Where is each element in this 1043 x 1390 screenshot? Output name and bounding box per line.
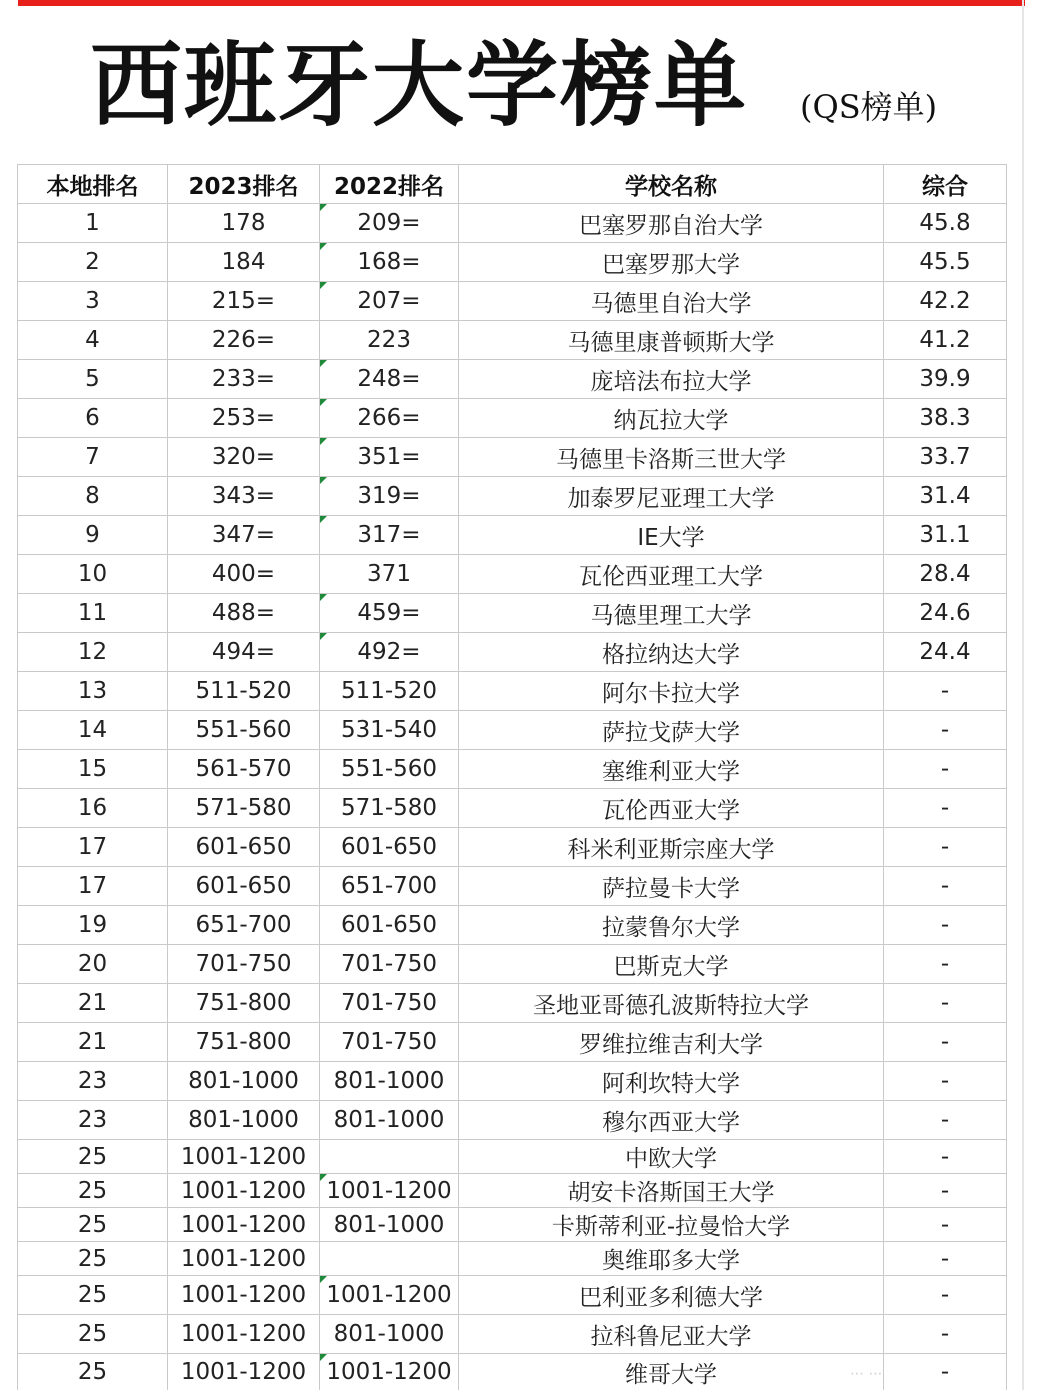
cell-rank-2022: 209= xyxy=(320,204,459,243)
cell-university-name: 穆尔西亚大学 xyxy=(459,1101,884,1140)
cell-local-rank: 15 xyxy=(18,750,168,789)
cell-local-rank: 14 xyxy=(18,711,168,750)
table-row xyxy=(18,321,1007,360)
cell-rank-2023: 178 xyxy=(168,204,320,243)
cell-rank-2023: 511-520 xyxy=(168,672,320,711)
cell-overall-score: - xyxy=(884,945,1007,984)
cell-rank-2022: 701-750 xyxy=(320,1023,459,1062)
table-row xyxy=(18,1315,1007,1354)
cell-overall-score: 24.4 xyxy=(884,633,1007,672)
header-university-name: 学校名称 xyxy=(459,165,884,204)
cell-local-rank: 11 xyxy=(18,594,168,633)
cell-overall-score: - xyxy=(884,672,1007,711)
cell-rank-2023: 494= xyxy=(168,633,320,672)
cell-rank-2023: 1001-1200 xyxy=(168,1276,320,1315)
cell-rank-2023: 488= xyxy=(168,594,320,633)
table-row xyxy=(18,750,1007,789)
cell-rank-2023: 226= xyxy=(168,321,320,360)
cell-local-rank: 9 xyxy=(18,516,168,555)
cell-rank-2022: 248= xyxy=(320,360,459,399)
page-edge xyxy=(1022,0,1024,1390)
cell-university-name: 卡斯蒂利亚-拉曼恰大学 xyxy=(459,1208,884,1242)
cell-university-name: 科米利亚斯宗座大学 xyxy=(459,828,884,867)
table-row xyxy=(18,711,1007,750)
cell-university-name: 庞培法布拉大学 xyxy=(459,360,884,399)
table-row xyxy=(18,360,1007,399)
table-row xyxy=(18,1140,1007,1174)
cell-rank-2023: 320= xyxy=(168,438,320,477)
cell-rank-2022: 266= xyxy=(320,399,459,438)
cell-local-rank: 25 xyxy=(18,1140,168,1174)
cell-overall-score: - xyxy=(884,1140,1007,1174)
cell-local-rank: 19 xyxy=(18,906,168,945)
table-row xyxy=(18,945,1007,984)
cell-university-name: 拉蒙鲁尔大学 xyxy=(459,906,884,945)
cell-overall-score: 39.9 xyxy=(884,360,1007,399)
cell-overall-score: - xyxy=(884,867,1007,906)
cell-rank-2023: 1001-1200 xyxy=(168,1242,320,1276)
cell-local-rank: 10 xyxy=(18,555,168,594)
table-row xyxy=(18,516,1007,555)
cell-overall-score: - xyxy=(884,1242,1007,1276)
page-title: 西班牙大学榜单 xyxy=(90,31,749,139)
cell-overall-score: - xyxy=(884,711,1007,750)
cell-overall-score: - xyxy=(884,1174,1007,1208)
cell-rank-2022: 551-560 xyxy=(320,750,459,789)
table-row xyxy=(18,399,1007,438)
cell-overall-score: 41.2 xyxy=(884,321,1007,360)
cell-university-name: 纳瓦拉大学 xyxy=(459,399,884,438)
table-row xyxy=(18,1101,1007,1140)
cell-overall-score: - xyxy=(884,1354,1007,1390)
table-body xyxy=(18,204,1007,1390)
cell-university-name: 圣地亚哥德孔波斯特拉大学 xyxy=(459,984,884,1023)
table-row xyxy=(18,594,1007,633)
cell-overall-score: 42.2 xyxy=(884,282,1007,321)
cell-university-name: 瓦伦西亚大学 xyxy=(459,789,884,828)
cell-rank-2022: 701-750 xyxy=(320,984,459,1023)
cell-local-rank: 16 xyxy=(18,789,168,828)
table-row xyxy=(18,1276,1007,1315)
table-row xyxy=(18,282,1007,321)
cell-local-rank: 5 xyxy=(18,360,168,399)
cell-rank-2022: 351= xyxy=(320,438,459,477)
cell-local-rank: 23 xyxy=(18,1101,168,1140)
cell-local-rank: 25 xyxy=(18,1208,168,1242)
cell-rank-2022: 601-650 xyxy=(320,828,459,867)
cell-rank-2022: 571-580 xyxy=(320,789,459,828)
cell-rank-2023: 601-650 xyxy=(168,828,320,867)
cell-local-rank: 4 xyxy=(18,321,168,360)
cell-local-rank: 17 xyxy=(18,867,168,906)
cell-rank-2022: 1001-1200 xyxy=(320,1276,459,1315)
cell-local-rank: 8 xyxy=(18,477,168,516)
cell-local-rank: 2 xyxy=(18,243,168,282)
cell-rank-2022 xyxy=(320,1242,459,1276)
cell-local-rank: 20 xyxy=(18,945,168,984)
cell-rank-2022: 801-1000 xyxy=(320,1208,459,1242)
cell-rank-2023: 651-700 xyxy=(168,906,320,945)
cell-rank-2023: 1001-1200 xyxy=(168,1174,320,1208)
cell-rank-2023: 751-800 xyxy=(168,1023,320,1062)
table-row xyxy=(18,984,1007,1023)
cell-overall-score: - xyxy=(884,906,1007,945)
cell-university-name: 胡安卡洛斯国王大学 xyxy=(459,1174,884,1208)
cell-overall-score: 28.4 xyxy=(884,555,1007,594)
top-accent-bar xyxy=(18,0,1025,6)
cell-university-name: IE大学 xyxy=(459,516,884,555)
cell-overall-score: 24.6 xyxy=(884,594,1007,633)
cell-rank-2023: 347= xyxy=(168,516,320,555)
cell-overall-score: - xyxy=(884,984,1007,1023)
cell-rank-2022: 701-750 xyxy=(320,945,459,984)
ranking-table xyxy=(17,164,1007,1390)
cell-university-name: 巴塞罗那自治大学 xyxy=(459,204,884,243)
watermark: ⋯ ⋯ xyxy=(850,1366,883,1382)
cell-rank-2022: 651-700 xyxy=(320,867,459,906)
cell-overall-score: - xyxy=(884,1276,1007,1315)
cell-local-rank: 25 xyxy=(18,1242,168,1276)
cell-rank-2022: 207= xyxy=(320,282,459,321)
cell-overall-score: - xyxy=(884,1023,1007,1062)
cell-rank-2023: 253= xyxy=(168,399,320,438)
table-row xyxy=(18,1208,1007,1242)
cell-university-name: 马德里康普顿斯大学 xyxy=(459,321,884,360)
table-header-row xyxy=(18,165,1007,204)
cell-rank-2023: 601-650 xyxy=(168,867,320,906)
cell-rank-2023: 751-800 xyxy=(168,984,320,1023)
cell-rank-2022: 1001-1200 xyxy=(320,1174,459,1208)
cell-overall-score: - xyxy=(884,1315,1007,1354)
cell-overall-score: 45.5 xyxy=(884,243,1007,282)
cell-university-name: 巴斯克大学 xyxy=(459,945,884,984)
table-row xyxy=(18,477,1007,516)
cell-university-name: 马德里理工大学 xyxy=(459,594,884,633)
cell-university-name: 加泰罗尼亚理工大学 xyxy=(459,477,884,516)
cell-rank-2022: 492= xyxy=(320,633,459,672)
header-rank-2023: 2023排名 xyxy=(168,165,320,204)
cell-rank-2023: 701-750 xyxy=(168,945,320,984)
cell-rank-2023: 215= xyxy=(168,282,320,321)
cell-rank-2022: 459= xyxy=(320,594,459,633)
cell-local-rank: 3 xyxy=(18,282,168,321)
cell-rank-2023: 801-1000 xyxy=(168,1062,320,1101)
cell-university-name: 拉科鲁尼亚大学 xyxy=(459,1315,884,1354)
table-row xyxy=(18,1023,1007,1062)
cell-rank-2023: 1001-1200 xyxy=(168,1354,320,1390)
cell-university-name: 中欧大学 xyxy=(459,1140,884,1174)
cell-overall-score: - xyxy=(884,828,1007,867)
cell-university-name: 马德里卡洛斯三世大学 xyxy=(459,438,884,477)
header-overall-score: 综合 xyxy=(884,165,1007,204)
table-row xyxy=(18,906,1007,945)
cell-university-name: 阿尔卡拉大学 xyxy=(459,672,884,711)
cell-overall-score: 31.1 xyxy=(884,516,1007,555)
cell-rank-2022: 601-650 xyxy=(320,906,459,945)
cell-university-name: 萨拉曼卡大学 xyxy=(459,867,884,906)
cell-rank-2022: 223 xyxy=(320,321,459,360)
cell-local-rank: 13 xyxy=(18,672,168,711)
cell-local-rank: 1 xyxy=(18,204,168,243)
cell-overall-score: - xyxy=(884,1208,1007,1242)
cell-rank-2023: 184 xyxy=(168,243,320,282)
cell-rank-2022 xyxy=(320,1140,459,1174)
table-row xyxy=(18,633,1007,672)
cell-rank-2023: 551-560 xyxy=(168,711,320,750)
table-row xyxy=(18,555,1007,594)
cell-university-name: 瓦伦西亚理工大学 xyxy=(459,555,884,594)
cell-rank-2022: 801-1000 xyxy=(320,1062,459,1101)
header-local-rank: 本地排名 xyxy=(18,165,168,204)
table-row xyxy=(18,1174,1007,1208)
cell-rank-2023: 1001-1200 xyxy=(168,1140,320,1174)
cell-rank-2023: 1001-1200 xyxy=(168,1208,320,1242)
cell-rank-2022: 511-520 xyxy=(320,672,459,711)
cell-university-name: 萨拉戈萨大学 xyxy=(459,711,884,750)
table-row xyxy=(18,867,1007,906)
cell-local-rank: 21 xyxy=(18,984,168,1023)
cell-local-rank: 21 xyxy=(18,1023,168,1062)
cell-local-rank: 7 xyxy=(18,438,168,477)
cell-rank-2023: 561-570 xyxy=(168,750,320,789)
cell-local-rank: 12 xyxy=(18,633,168,672)
cell-rank-2022: 801-1000 xyxy=(320,1101,459,1140)
cell-local-rank: 17 xyxy=(18,828,168,867)
cell-local-rank: 25 xyxy=(18,1315,168,1354)
table-row xyxy=(18,243,1007,282)
cell-local-rank: 25 xyxy=(18,1276,168,1315)
cell-local-rank: 25 xyxy=(18,1174,168,1208)
table-row xyxy=(18,672,1007,711)
cell-university-name: 罗维拉维吉利大学 xyxy=(459,1023,884,1062)
cell-rank-2022: 168= xyxy=(320,243,459,282)
cell-rank-2023: 571-580 xyxy=(168,789,320,828)
cell-rank-2022: 1001-1200 xyxy=(320,1354,459,1390)
cell-rank-2023: 801-1000 xyxy=(168,1101,320,1140)
cell-overall-score: - xyxy=(884,1101,1007,1140)
table-row xyxy=(18,204,1007,243)
cell-university-name: 塞维利亚大学 xyxy=(459,750,884,789)
table-row xyxy=(18,828,1007,867)
cell-rank-2023: 233= xyxy=(168,360,320,399)
cell-rank-2022: 317= xyxy=(320,516,459,555)
cell-rank-2022: 371 xyxy=(320,555,459,594)
page-subtitle: (QS榜单) xyxy=(800,88,938,126)
cell-university-name: 巴利亚多利德大学 xyxy=(459,1276,884,1315)
cell-rank-2022: 531-540 xyxy=(320,711,459,750)
cell-university-name: 阿利坎特大学 xyxy=(459,1062,884,1101)
cell-overall-score: 38.3 xyxy=(884,399,1007,438)
cell-local-rank: 6 xyxy=(18,399,168,438)
cell-overall-score: - xyxy=(884,789,1007,828)
cell-rank-2023: 1001-1200 xyxy=(168,1315,320,1354)
cell-university-name: 维哥大学 xyxy=(459,1354,884,1390)
cell-rank-2022: 801-1000 xyxy=(320,1315,459,1354)
cell-overall-score: 33.7 xyxy=(884,438,1007,477)
table-row xyxy=(18,789,1007,828)
cell-overall-score: - xyxy=(884,750,1007,789)
cell-overall-score: 45.8 xyxy=(884,204,1007,243)
cell-university-name: 马德里自治大学 xyxy=(459,282,884,321)
cell-university-name: 奥维耶多大学 xyxy=(459,1242,884,1276)
cell-rank-2022: 319= xyxy=(320,477,459,516)
cell-rank-2023: 400= xyxy=(168,555,320,594)
table-row xyxy=(18,1062,1007,1101)
cell-local-rank: 23 xyxy=(18,1062,168,1101)
cell-overall-score: 31.4 xyxy=(884,477,1007,516)
cell-local-rank: 25 xyxy=(18,1354,168,1390)
header-rank-2022: 2022排名 xyxy=(320,165,459,204)
table-row xyxy=(18,1242,1007,1276)
cell-university-name: 格拉纳达大学 xyxy=(459,633,884,672)
cell-university-name: 巴塞罗那大学 xyxy=(459,243,884,282)
table-row xyxy=(18,438,1007,477)
cell-overall-score: - xyxy=(884,1062,1007,1101)
cell-rank-2023: 343= xyxy=(168,477,320,516)
